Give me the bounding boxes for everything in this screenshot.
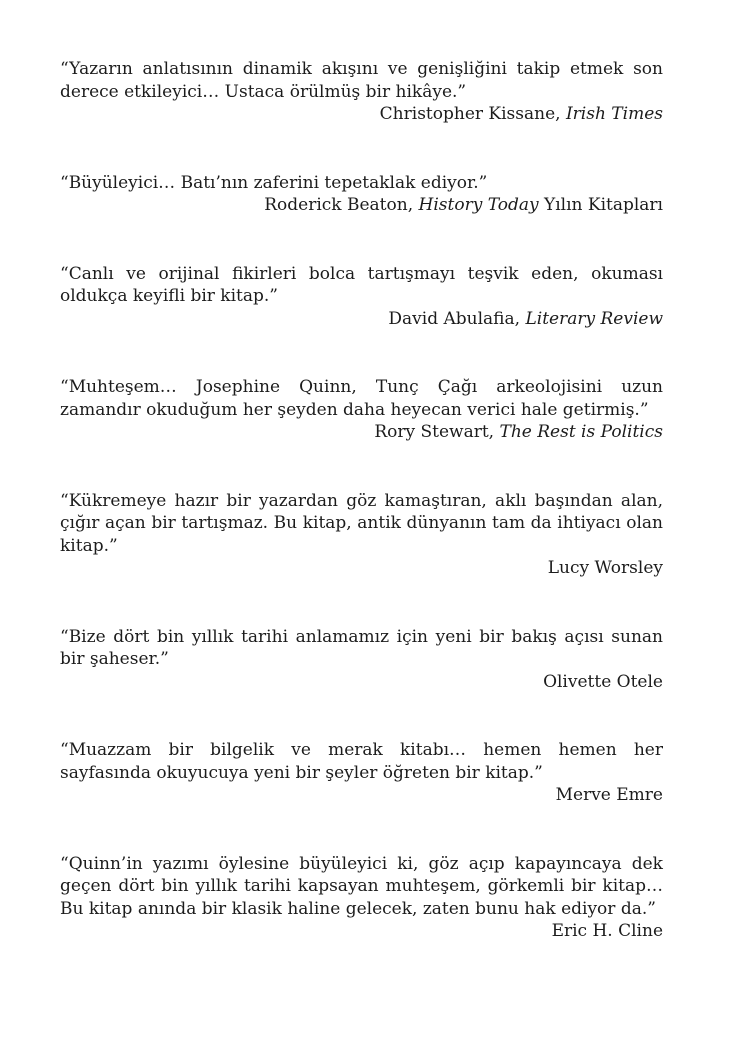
author-name: Roderick Beaton [264,195,408,215]
attribution [60,308,663,331]
blurb-abulafia [60,263,663,331]
source-title: Literary Review [525,308,663,329]
blurb-otele [60,626,663,694]
author-separator: , [488,422,500,442]
attribution [60,421,663,444]
blurb-emre [60,739,663,807]
quote-text: “Canlı ve orijinal fikirleri bolca tartışmayı teşvik eden, okuması oldukça keyifli bir kitap.” [60,263,663,306]
quote-text: “Büyüleyici… Batı’nın zaferini tepetaklak ediyor.” [60,172,488,193]
author-name: Lucy Worsley [547,558,663,578]
source-title: History Today [418,195,539,215]
attribution [60,671,663,694]
quote-text: “Kükremeye hazır bir yazardan göz kamaştıran, aklı başından alan, çığır açan bir tartışmaz. Bu kitap, antik dünyanın tam da ihtiyacı olan kitap.” [60,490,663,556]
author-separator: , [555,104,566,124]
attribution [60,784,663,807]
quote-text: “Quinn’in yazımı öylesine büyüleyici ki, göz açıp kapayıncaya dek geçen dört bin yıllık tarihi kapsayan muhteşem, görkemli bir kitap… Bu kitap anında bir klasik haline gelecek, zaten bunu hak ediyor da.” [60,853,663,919]
blurb-cline [60,853,663,943]
blurb-stewart [60,376,663,444]
author-name: Eric H. Cline [551,921,663,941]
attribution [60,103,663,126]
author-name: David Abulafia [388,308,515,329]
source-suffix: Yılın Kitapları [538,195,663,215]
author-name: Christopher Kissane [379,104,556,124]
source-title: Irish Times [565,104,663,124]
author-separator: , [407,195,419,215]
quote-text: “Yazarın anlatısının dinamik akışını ve genişliğini takip etmek son derece etkileyici… Ustaca örülmüş bir hikâye.” [60,59,663,102]
author-name: Olivette Otele [543,671,663,692]
quote-text: “Muazzam bir bilgelik ve merak kitabı… hemen hemen her sayfasında okuyucuya yeni bir şeyler öğreten bir kitap.” [60,740,663,783]
attribution [60,920,663,943]
blurb-kissane [60,58,663,126]
attribution [60,194,663,217]
blurb-beaton [60,172,663,217]
author-separator: , [514,308,526,329]
author-name: Rory Stewart [374,422,489,442]
quote-text: “Bize dört bin yıllık tarihi anlamamız için yeni bir bakış açısı sunan bir şaheser.” [60,626,663,669]
attribution [60,557,663,580]
blurb-worsley [60,490,663,580]
quote-text: “Muhteşem… Josephine Quinn, Tunç Çağı arkeolojisini uzun zamandır okuduğum her şeyden daha heyecan verici hale getirmiş.” [60,377,663,420]
praise-page [60,58,663,989]
author-name: Merve Emre [555,785,663,805]
source-title: The Rest is Politics [499,422,663,442]
